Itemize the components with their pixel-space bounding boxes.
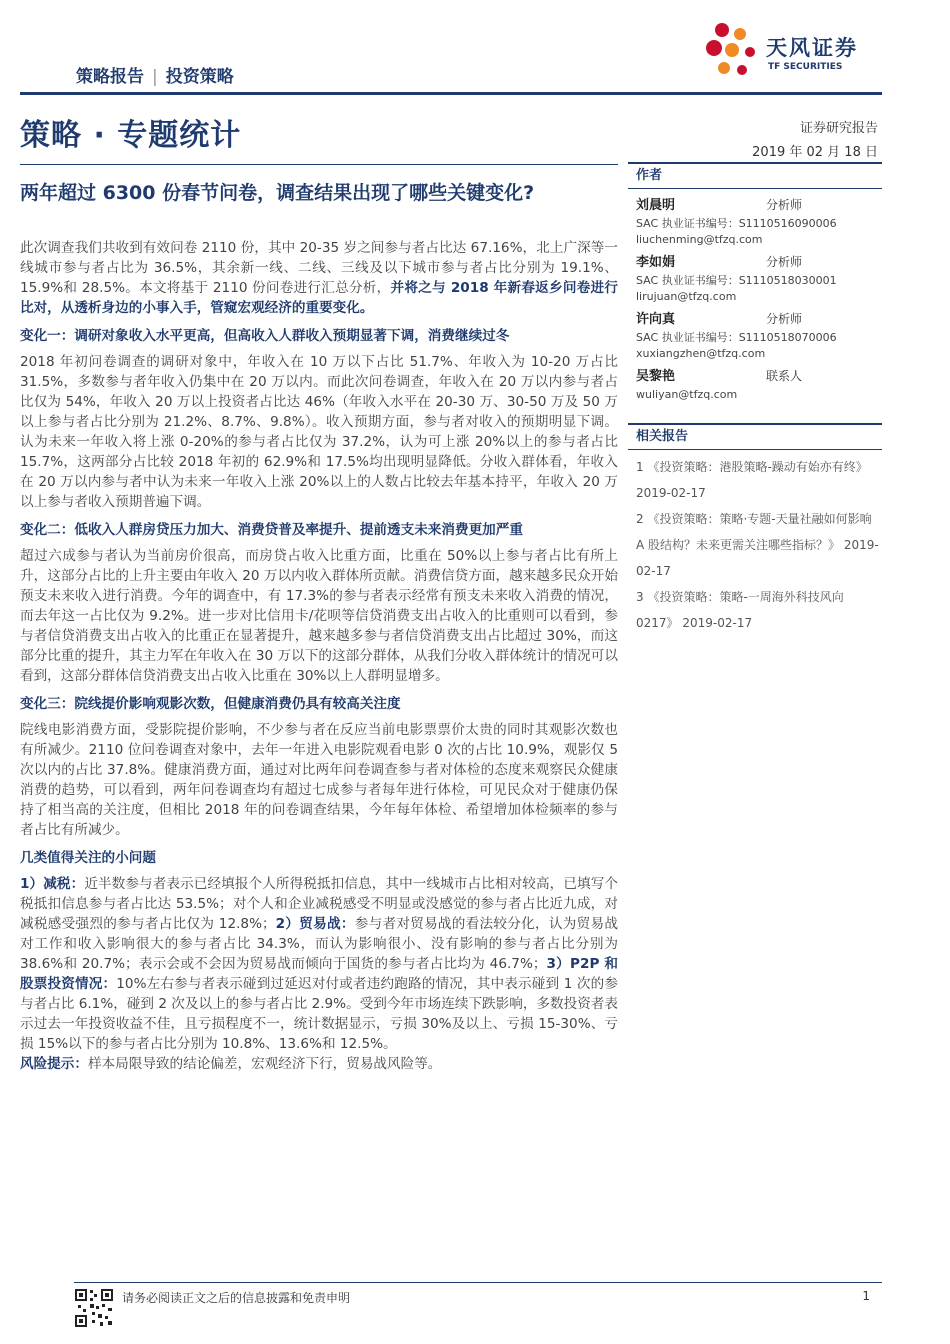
section-paragraph-change-1: 2018 年初问卷调查的调研对象中，年收入在 10 万以下占比 51.7%、年收入为 10-20 万占比 31.5%，多数参与者年收入仍集中在 20 万以内。而此次问卷调查，年收入在 20 万以内参与者占比仅为 54%，年收入 20 万以上投资者占比达 46%（年收入水平在 20-30 万、30-50 万及 50 万以上参与者占比分别为 21.2%、8.7%、9.8%）。收入预期方面，参与者对收入的预期明显下调。认为未来一年收入将上涨 0-20%的参与者占比仅为 37.2%，认为可上涨 20%以上的参与者占比 15.7%，这两部分占比较 2018 年初的 62.9%和 17.5%均出现明显降低。分收入群体看，年收入在 20 万以内参与者中认为未来一年收入上涨 20%以上的人数占比较去年基本持平，年收入 20 万以上参与者收入预期普遍下调。 [20,354,618,510]
author-entry [628,195,882,248]
category-separator: | [152,67,158,87]
intro-text: 此次调查我们共收到有效问卷 2110 份，其中 20-35 岁之间参与者占比达 67.16%，北上广深等一线城市参与者占比为 36.5%，其余新一线、二线、三线及以下城市参与者占比分别为 19.1%、15.9%和 28.5%。本文将基于 2110 份问卷进行汇总分析， [20,240,618,296]
issue-label-tax: 1）减税： [20,876,85,892]
section-paragraph-change-2: 超过六成参与者认为当前房价很高，而房贷占收入比重方面，比重在 50%以上参与者占比有所上升，这部分占比的上升主要由年收入 20 万以内收入群体所贡献。消费信贷方面，越来越多民众开始预支未来收入进行消费。今年的调查中，有 17.3%的参与者表示经常有预支未来收入消费的情况，而去年这一占比仅为 9.2%。进一步对比信用卡/花呗等信贷消费支出占收入的比重则可以看到，参与者信贷消费支出占收入的比重正在显著提升，越来越多参与者信贷消费支出占比超过 30%，而这部分比重的提升，其主力军在年收入在 30 万以下的这部分群体，从我们分收入群体统计的情况可以看到，这部分群体信贷消费支出占收入比重在 30%以上人群明显增多。 [20,548,618,684]
report-category [76,62,234,87]
risk-warning [20,1054,618,1074]
page-number: 1 [862,1289,870,1303]
section-heading-change-1: 变化一：调研对象收入水平更高，但高收入人群收入预期显著下调，消费继续过冬 [20,328,510,344]
author-entry [628,309,882,362]
author-name: 刘晨明 [636,198,676,213]
footer-rule [74,1282,882,1283]
intro-paragraph [20,238,618,318]
issue-text-trade-war: 参与者对贸易战的看法较分化，认为贸易战对工作和收入影响很大的参与者占比 34.3%，而认为影响很小、没有影响的参与者占比分别为 38.6%和 20.7%；表示会或不会因为贸易战而倾向于国货的参与者占比均为 46.7%； [20,916,618,972]
author-name: 李如娟 [636,255,676,270]
related-report-item[interactable]: 2 《投资策略：策略·专题-天量社融如何影响 A 股结构？未来更需关注哪些指标？》 2019-02-17 [636,512,879,578]
author-name: 吴黎艳 [636,369,676,384]
related-report-item[interactable]: 3 《投资策略：策略-一周海外科技风向 0217》 2019-02-17 [636,590,844,630]
title-rule [20,164,618,165]
logo-text-cn: 天风证券 [766,36,858,60]
section-heading-change-2: 变化二：低收入人群房贷压力加大、消费贷普及率提升、提前透支未来消费更加严重 [20,522,523,538]
logo-text-en: TF SECURITIES [768,62,843,72]
author-cert: SAC 执业证书编号：S1110518030001 [636,274,837,287]
main-content [20,238,618,1074]
author-role: 联系人 [766,369,803,383]
qr-code-icon [74,1288,114,1328]
issue-label-p2p: 3）P2P 和股票投资情况： [20,956,618,992]
sidebar [628,162,882,636]
author-entry [628,366,882,403]
category-secondary: 投资策略 [165,67,234,87]
section-paragraph-small-issues [20,874,618,1054]
category-primary: 策略报告 [76,67,144,87]
issue-text-p2p: 10%左右参与者表示碰到过延迟对付或者违约跑路的情况，其中表示碰到 1 次的参与者占比 6.1%，碰到 2 次及以上的参与者占比 2.9%。受到今年市场连续下跌影响，多数投资者表示过去一年投资收益不佳，且亏损程度不一，统计数据显示，亏损 30%及以上、亏损 15-30%、亏损 15%以下的参与者占比分别为 10.8%、13.6%和 12.5%。 [20,976,618,1052]
related-reports-list [628,454,882,636]
author-email[interactable]: wuliyan@tfzq.com [636,388,738,401]
issue-text-tax: 近半数参与者表示已经填报个人所得税抵扣信息，其中一线城市占比相对较高，已填写个税抵扣信息参与者占比达 53.5%；对个人和企业减税感受不明显或没感觉的参与者占比近九成，对减税感受强烈的参与者占比仅为 12.8%； [20,876,619,932]
section-heading-change-3: 变化三：院线提价影响观影次数，但健康消费仍具有较高关注度 [20,696,401,712]
author-cert: SAC 执业证书编号：S1110518070006 [636,331,837,344]
related-report-item[interactable]: 1 《投资策略：港股策略-躁动有始亦有终》 2019-02-17 [636,460,868,500]
report-subtitle: 两年超过 6300 份春节问卷，调查结果出现了哪些关键变化? [20,182,535,204]
report-type: 证券研究报告 [799,121,878,136]
author-role: 分析师 [766,312,803,326]
risk-text: 样本局限导致的结论偏差，宏观经济下行，贸易战风险等。 [87,1056,442,1072]
report-date: 2019 年 02 月 18 日 [752,145,878,160]
issue-label-trade-war: 2）贸易战： [275,916,355,932]
author-email[interactable]: xuxiangzhen@tfzq.com [636,347,766,360]
footer-disclaimer[interactable]: 请务必阅读正文之后的信息披露和免责申明 [122,1291,351,1305]
author-name: 许向真 [636,312,676,327]
author-entry [628,252,882,305]
risk-label: 风险提示： [20,1056,88,1072]
intro-highlight: 并将之与 2018 年新春返乡问卷进行比对，从透析身边的小事入手，管窥宏观经济的重要变化。 [20,280,618,316]
authors-heading: 作者 [628,162,882,189]
author-email[interactable]: lirujuan@tfzq.com [636,290,737,303]
page-title: 策略 · 专题统计 [20,118,242,153]
section-heading-small-issues: 几类值得关注的小问题 [20,850,156,866]
author-role: 分析师 [766,198,803,212]
author-email[interactable]: liuchenming@tfzq.com [636,233,763,246]
header-rule [20,92,882,95]
author-cert: SAC 执业证书编号：S1110516090006 [636,217,837,230]
author-role: 分析师 [766,255,803,269]
section-paragraph-change-3: 院线电影消费方面，受影院提价影响，不少参与者在反应当前电影票票价太贵的同时其观影次数也有所减少。2110 位问卷调查对象中，去年一年进入电影院观看电影 0 次的占比 10.9%，观影仅 5 次以内的占比 37.8%。健康消费方面，通过对比两年问卷调查参与者对体检的态度来观察民众健康消费的趋势，可以看到，两年问卷调查均有超过七成参与者每年进行体检，可见民众对于健康仍保持了相当高的关注度，但相比 2018 年的问卷调查结果，今年每年体检、希望增加体检频率的参与者占比有所减少。 [20,722,618,838]
related-reports-heading: 相关报告 [628,423,882,450]
